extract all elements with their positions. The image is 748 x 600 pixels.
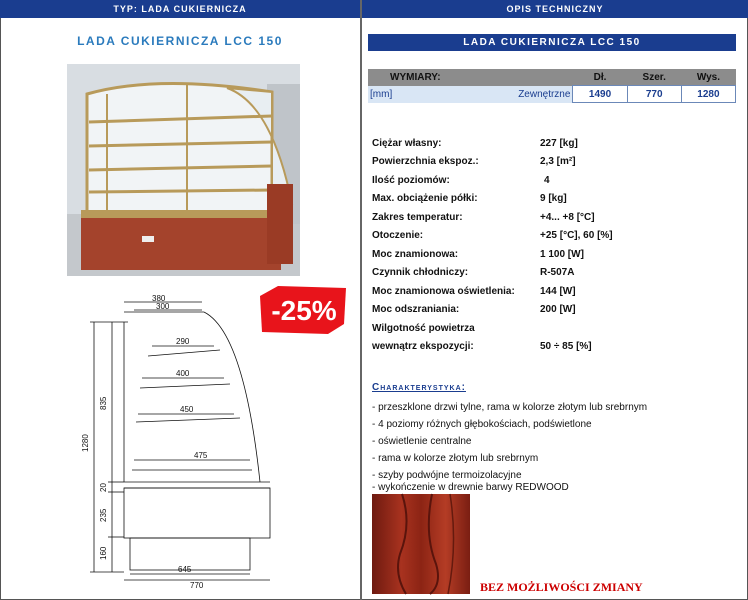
dims-label: WYMIARY: xyxy=(368,69,516,86)
discount-badge xyxy=(258,284,350,336)
feature-item: - przeszklone drzwi tylne, rama w kolorze złotym lub srebrnym xyxy=(372,402,648,413)
dim-835: 835 xyxy=(99,396,108,410)
spec-row: Max. obciążenie półki: 9 [kg] xyxy=(372,193,567,204)
spec-row: Wilgotność powietrza xyxy=(372,323,475,334)
discount-text: -25% xyxy=(271,295,337,326)
dim-645: 645 xyxy=(178,565,192,574)
feature-item: - rama w kolorze złotym lub srebrnym xyxy=(372,453,539,464)
dims-szer-value: 770 xyxy=(627,86,681,103)
dims-col-wys: Wys. xyxy=(681,69,735,86)
feature-item: - wykończenie w drewnie barwy REDWOOD xyxy=(372,482,569,493)
feature-item: - oświetlenie centralne xyxy=(372,436,472,447)
dim-450: 450 xyxy=(180,405,194,414)
spec-row: Moc odszraniania: 200 [W] xyxy=(372,304,576,315)
spec-row: Ciężar własny: 227 [kg] xyxy=(372,138,578,149)
dims-header-row xyxy=(368,69,736,86)
dim-160: 160 xyxy=(99,546,108,560)
dim-290: 290 xyxy=(176,337,190,346)
dims-type: Zewnętrzne xyxy=(516,86,573,103)
spec-row: Powierzchnia ekspoz.: 2,3 [m²] xyxy=(372,156,576,167)
dims-col-dl: Dł. xyxy=(573,69,627,86)
dim-300: 300 xyxy=(156,302,170,311)
spec-row: Otoczenie: +25 [°C], 60 [%] xyxy=(372,230,613,241)
dim-475: 475 xyxy=(194,451,208,460)
spec-row: wewnątrz ekspozycji: 50 ÷ 85 [%] xyxy=(372,341,592,352)
dims-dl-value: 1490 xyxy=(573,86,627,103)
product-title-right: LADA CUKIERNICZA LCC 150 xyxy=(368,34,736,51)
no-change-notice: BEZ MOŻLIWOŚCI ZMIANY xyxy=(480,580,643,594)
feature-item: - szyby podwójne termoizolacyjne xyxy=(372,470,522,481)
dimensions-table xyxy=(368,69,736,103)
dims-wys-value: 1280 xyxy=(681,86,735,103)
product-title-left: LADA CUKIERNICZA LCC 150 xyxy=(77,34,283,48)
technical-drawing xyxy=(81,292,280,594)
dims-value-row xyxy=(368,86,736,103)
header-left: TYP: LADA CUKIERNICZA xyxy=(0,0,360,18)
column-divider xyxy=(360,0,362,600)
header-right: OPIS TECHNICZNY xyxy=(362,0,748,18)
spec-row: Moc znamionowa oświetlenia: 144 [W] xyxy=(372,286,576,297)
display-case-image xyxy=(67,64,300,276)
spec-row: Ilość poziomów: 4 xyxy=(372,175,550,186)
dims-unit: [mm] xyxy=(368,86,516,103)
dim-770: 770 xyxy=(190,581,204,590)
spec-row: Moc znamionowa: 1 100 [W] xyxy=(372,249,584,260)
spec-row: Czynnik chłodniczy: R-507A xyxy=(372,267,575,278)
dim-400: 400 xyxy=(176,369,190,378)
product-photo xyxy=(67,64,300,276)
dim-235: 235 xyxy=(99,508,108,522)
characteristics-title: Charakterystyka: xyxy=(372,382,466,393)
dim-20: 20 xyxy=(99,483,108,492)
dim-1280: 1280 xyxy=(81,434,90,452)
feature-item: - 4 poziomy różnych głębokościach, podświetlone xyxy=(372,419,592,430)
redwood-swatch xyxy=(372,494,470,594)
dims-col-szer: Szer. xyxy=(627,69,681,86)
spec-row: Zakres temperatur: +4... +8 [°C] xyxy=(372,212,595,223)
dim-380: 380 xyxy=(152,294,166,303)
